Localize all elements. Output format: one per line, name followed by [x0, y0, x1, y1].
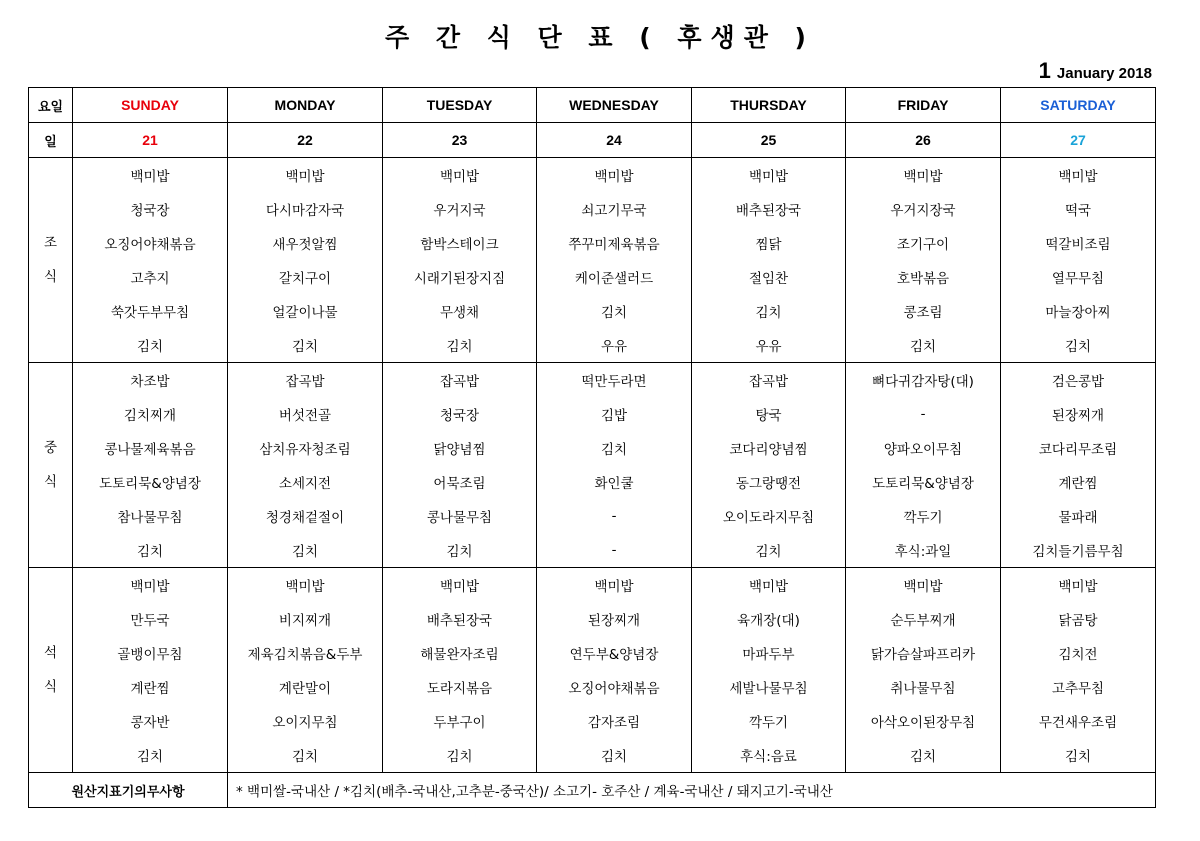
- menu-item: 백미밥: [73, 568, 228, 603]
- menu-item: 김치: [228, 328, 383, 363]
- menu-item: 김치: [73, 328, 228, 363]
- menu-item: 시래기된장지짐: [383, 260, 537, 294]
- day-date: 27: [1001, 123, 1156, 158]
- menu-item: 호박볶음: [846, 260, 1001, 294]
- menu-item: 오이지무침: [228, 704, 383, 738]
- menu-item: 후식:과일: [846, 533, 1001, 568]
- meal-label-char: 식: [43, 679, 58, 695]
- weekday-name: WEDNESDAY: [537, 88, 692, 123]
- menu-row: [29, 260, 1156, 294]
- menu-item: 화인쿨: [537, 465, 692, 499]
- weekly-menu-table: [28, 87, 1156, 808]
- menu-item: 배추된장국: [692, 192, 846, 226]
- menu-item: -: [846, 397, 1001, 431]
- menu-item: 탕국: [692, 397, 846, 431]
- menu-date: [1039, 58, 1152, 84]
- menu-item: 계란찜: [73, 670, 228, 704]
- menu-item: 아삭오이된장무침: [846, 704, 1001, 738]
- menu-item: 동그랑땡전: [692, 465, 846, 499]
- menu-item: 우거지장국: [846, 192, 1001, 226]
- menu-item: 두부구이: [383, 704, 537, 738]
- menu-item: 김치: [537, 431, 692, 465]
- menu-item: 감자조림: [537, 704, 692, 738]
- meal-label-char: 석: [43, 645, 58, 661]
- menu-item: 고추지: [73, 260, 228, 294]
- menu-item: 골뱅이무침: [73, 636, 228, 670]
- menu-item: 백미밥: [1001, 568, 1156, 603]
- date-month-year: January 2018: [1056, 65, 1152, 82]
- day-date: 25: [692, 123, 846, 158]
- menu-item: 김치: [537, 294, 692, 328]
- menu-item: 김치: [692, 294, 846, 328]
- menu-item: 취나물무침: [846, 670, 1001, 704]
- menu-item: 검은콩밥: [1001, 363, 1156, 398]
- origin-text: * 백미쌀-국내산 / *김치(배추-국내산,고추분-중국산)/ 소고기- 호주산 / 계육-국내산 / 돼지고기-국내산: [228, 773, 1156, 808]
- menu-item: 콩자반: [73, 704, 228, 738]
- menu-row: [29, 431, 1156, 465]
- menu-item: 차조밥: [73, 363, 228, 398]
- menu-row: [29, 294, 1156, 328]
- menu-item: 다시마감자국: [228, 192, 383, 226]
- menu-item: 김치: [846, 738, 1001, 773]
- menu-item: 김치찌개: [73, 397, 228, 431]
- menu-item: 떡갈비조림: [1001, 226, 1156, 260]
- menu-item: 마늘장아찌: [1001, 294, 1156, 328]
- menu-item: 절임찬: [692, 260, 846, 294]
- menu-item: 깍두기: [846, 499, 1001, 533]
- menu-row: [29, 670, 1156, 704]
- menu-item: 백미밥: [228, 158, 383, 193]
- weekday-name: SUNDAY: [73, 88, 228, 123]
- menu-row: [29, 158, 1156, 193]
- menu-item: 백미밥: [537, 158, 692, 193]
- menu-item: 도토리묵&양념장: [846, 465, 1001, 499]
- menu-item: 김치: [1001, 328, 1156, 363]
- menu-item: 닭가슴살파프리카: [846, 636, 1001, 670]
- menu-item: 고추무침: [1001, 670, 1156, 704]
- page-title: 주 간 식 단 표 ( 후생관 ): [385, 23, 815, 52]
- menu-item: 마파두부: [692, 636, 846, 670]
- menu-item: 쑥갓두부무침: [73, 294, 228, 328]
- menu-item: 계란말이: [228, 670, 383, 704]
- menu-item: 무생채: [383, 294, 537, 328]
- menu-item: -: [537, 499, 692, 533]
- menu-item: 갈치구이: [228, 260, 383, 294]
- weekday-name: THURSDAY: [692, 88, 846, 123]
- menu-item: 김치: [1001, 738, 1156, 773]
- day-date: 24: [537, 123, 692, 158]
- date-row: [29, 123, 1156, 158]
- menu-item: 우유: [537, 328, 692, 363]
- menu-item: 김치: [537, 738, 692, 773]
- menu-item: 도토리묵&양념장: [73, 465, 228, 499]
- menu-item: 도라지볶음: [383, 670, 537, 704]
- meal-label: [29, 158, 73, 363]
- menu-item: 떡만두라면: [537, 363, 692, 398]
- menu-item: 잡곡밥: [692, 363, 846, 398]
- meal-label-char: 식: [43, 269, 58, 285]
- menu-item: 쇠고기무국: [537, 192, 692, 226]
- menu-item: 오징어야채볶음: [537, 670, 692, 704]
- menu-row: [29, 328, 1156, 363]
- menu-item: 닭곰탕: [1001, 602, 1156, 636]
- menu-item: 김치: [846, 328, 1001, 363]
- menu-row: [29, 533, 1156, 568]
- menu-row: [29, 636, 1156, 670]
- menu-row: [29, 397, 1156, 431]
- weekday-name: MONDAY: [228, 88, 383, 123]
- meal-label-char: 중: [43, 440, 58, 456]
- menu-item: 백미밥: [73, 158, 228, 193]
- menu-item: 콩나물무침: [383, 499, 537, 533]
- menu-item: 백미밥: [846, 158, 1001, 193]
- menu-item: 후식:음료: [692, 738, 846, 773]
- weekday-label: 요일: [29, 88, 73, 123]
- menu-item: 청국장: [383, 397, 537, 431]
- menu-item: 김치: [383, 533, 537, 568]
- menu-item: 연두부&양념장: [537, 636, 692, 670]
- meal-label: [29, 363, 73, 568]
- menu-item: 비지찌개: [228, 602, 383, 636]
- meal-label: [29, 568, 73, 773]
- menu-item: 콩나물제육볶음: [73, 431, 228, 465]
- menu-item: 백미밥: [846, 568, 1001, 603]
- menu-item: 뼈다귀감자탕(대): [846, 363, 1001, 398]
- menu-row: [29, 568, 1156, 603]
- origin-label: 원산지표기의무사항: [29, 773, 228, 808]
- menu-item: 세발나물무침: [692, 670, 846, 704]
- menu-item: 참나물무침: [73, 499, 228, 533]
- menu-item: 잡곡밥: [228, 363, 383, 398]
- menu-item: 청국장: [73, 192, 228, 226]
- menu-item: 쭈꾸미제육볶음: [537, 226, 692, 260]
- meal-label-char: 식: [43, 474, 58, 490]
- menu-row: [29, 738, 1156, 773]
- menu-item: 만두국: [73, 602, 228, 636]
- menu-item: 된장찌개: [537, 602, 692, 636]
- day-date: 23: [383, 123, 537, 158]
- menu-item: 무건새우조림: [1001, 704, 1156, 738]
- menu-item: 삼치유자청조림: [228, 431, 383, 465]
- menu-row: [29, 465, 1156, 499]
- menu-item: 백미밥: [383, 568, 537, 603]
- menu-item: 콩조림: [846, 294, 1001, 328]
- day-date: 26: [846, 123, 1001, 158]
- menu-item: 코다리양념찜: [692, 431, 846, 465]
- menu-item: 오징어야채볶음: [73, 226, 228, 260]
- menu-item: 얼갈이나물: [228, 294, 383, 328]
- menu-item: 잡곡밥: [383, 363, 537, 398]
- weekday-name: TUESDAY: [383, 88, 537, 123]
- menu-item: 김치: [73, 738, 228, 773]
- menu-item: 백미밥: [383, 158, 537, 193]
- menu-item: 조기구이: [846, 226, 1001, 260]
- menu-item: 김치: [383, 738, 537, 773]
- menu-row: [29, 602, 1156, 636]
- menu-row: [29, 363, 1156, 398]
- menu-item: -: [537, 533, 692, 568]
- menu-item: 케이준샐러드: [537, 260, 692, 294]
- menu-row: [29, 499, 1156, 533]
- menu-item: 떡국: [1001, 192, 1156, 226]
- menu-item: 어묵조림: [383, 465, 537, 499]
- menu-item: 순두부찌개: [846, 602, 1001, 636]
- menu-item: 백미밥: [692, 568, 846, 603]
- meal-label-char: 조: [43, 235, 58, 251]
- menu-item: 계란찜: [1001, 465, 1156, 499]
- menu-item: 우유: [692, 328, 846, 363]
- menu-item: 김치들기름무침: [1001, 533, 1156, 568]
- menu-item: 깍두기: [692, 704, 846, 738]
- menu-item: 청경채겉절이: [228, 499, 383, 533]
- menu-item: 물파래: [1001, 499, 1156, 533]
- date-day: 1: [1038, 58, 1051, 83]
- menu-row: [29, 704, 1156, 738]
- menu-item: 김치전: [1001, 636, 1156, 670]
- day-date: 22: [228, 123, 383, 158]
- menu-item: 양파오이무침: [846, 431, 1001, 465]
- menu-item: 버섯전골: [228, 397, 383, 431]
- menu-item: 함박스테이크: [383, 226, 537, 260]
- menu-item: 김밥: [537, 397, 692, 431]
- menu-item: 육개장(대): [692, 602, 846, 636]
- menu-item: 열무무침: [1001, 260, 1156, 294]
- menu-item: 김치: [692, 533, 846, 568]
- menu-item: 새우젓알찜: [228, 226, 383, 260]
- menu-item: 제육김치볶음&두부: [228, 636, 383, 670]
- menu-item: 우거지국: [383, 192, 537, 226]
- menu-item: 오이도라지무침: [692, 499, 846, 533]
- menu-item: 김치: [383, 328, 537, 363]
- menu-item: 김치: [73, 533, 228, 568]
- menu-item: 배추된장국: [383, 602, 537, 636]
- menu-item: 백미밥: [692, 158, 846, 193]
- menu-item: 김치: [228, 738, 383, 773]
- menu-item: 김치: [228, 533, 383, 568]
- menu-item: 찜닭: [692, 226, 846, 260]
- menu-item: 해물완자조림: [383, 636, 537, 670]
- weekday-header-row: [29, 88, 1156, 123]
- menu-item: 백미밥: [228, 568, 383, 603]
- weekday-name: FRIDAY: [846, 88, 1001, 123]
- menu-row: [29, 192, 1156, 226]
- menu-item: 소세지전: [228, 465, 383, 499]
- weekday-name: SATURDAY: [1001, 88, 1156, 123]
- menu-item: 백미밥: [537, 568, 692, 603]
- menu-item: 된장찌개: [1001, 397, 1156, 431]
- menu-item: 코다리무조림: [1001, 431, 1156, 465]
- date-label: 일: [29, 123, 73, 158]
- menu-item: 백미밥: [1001, 158, 1156, 193]
- origin-row: [29, 773, 1156, 808]
- menu-item: 닭양념찜: [383, 431, 537, 465]
- day-date: 21: [73, 123, 228, 158]
- menu-row: [29, 226, 1156, 260]
